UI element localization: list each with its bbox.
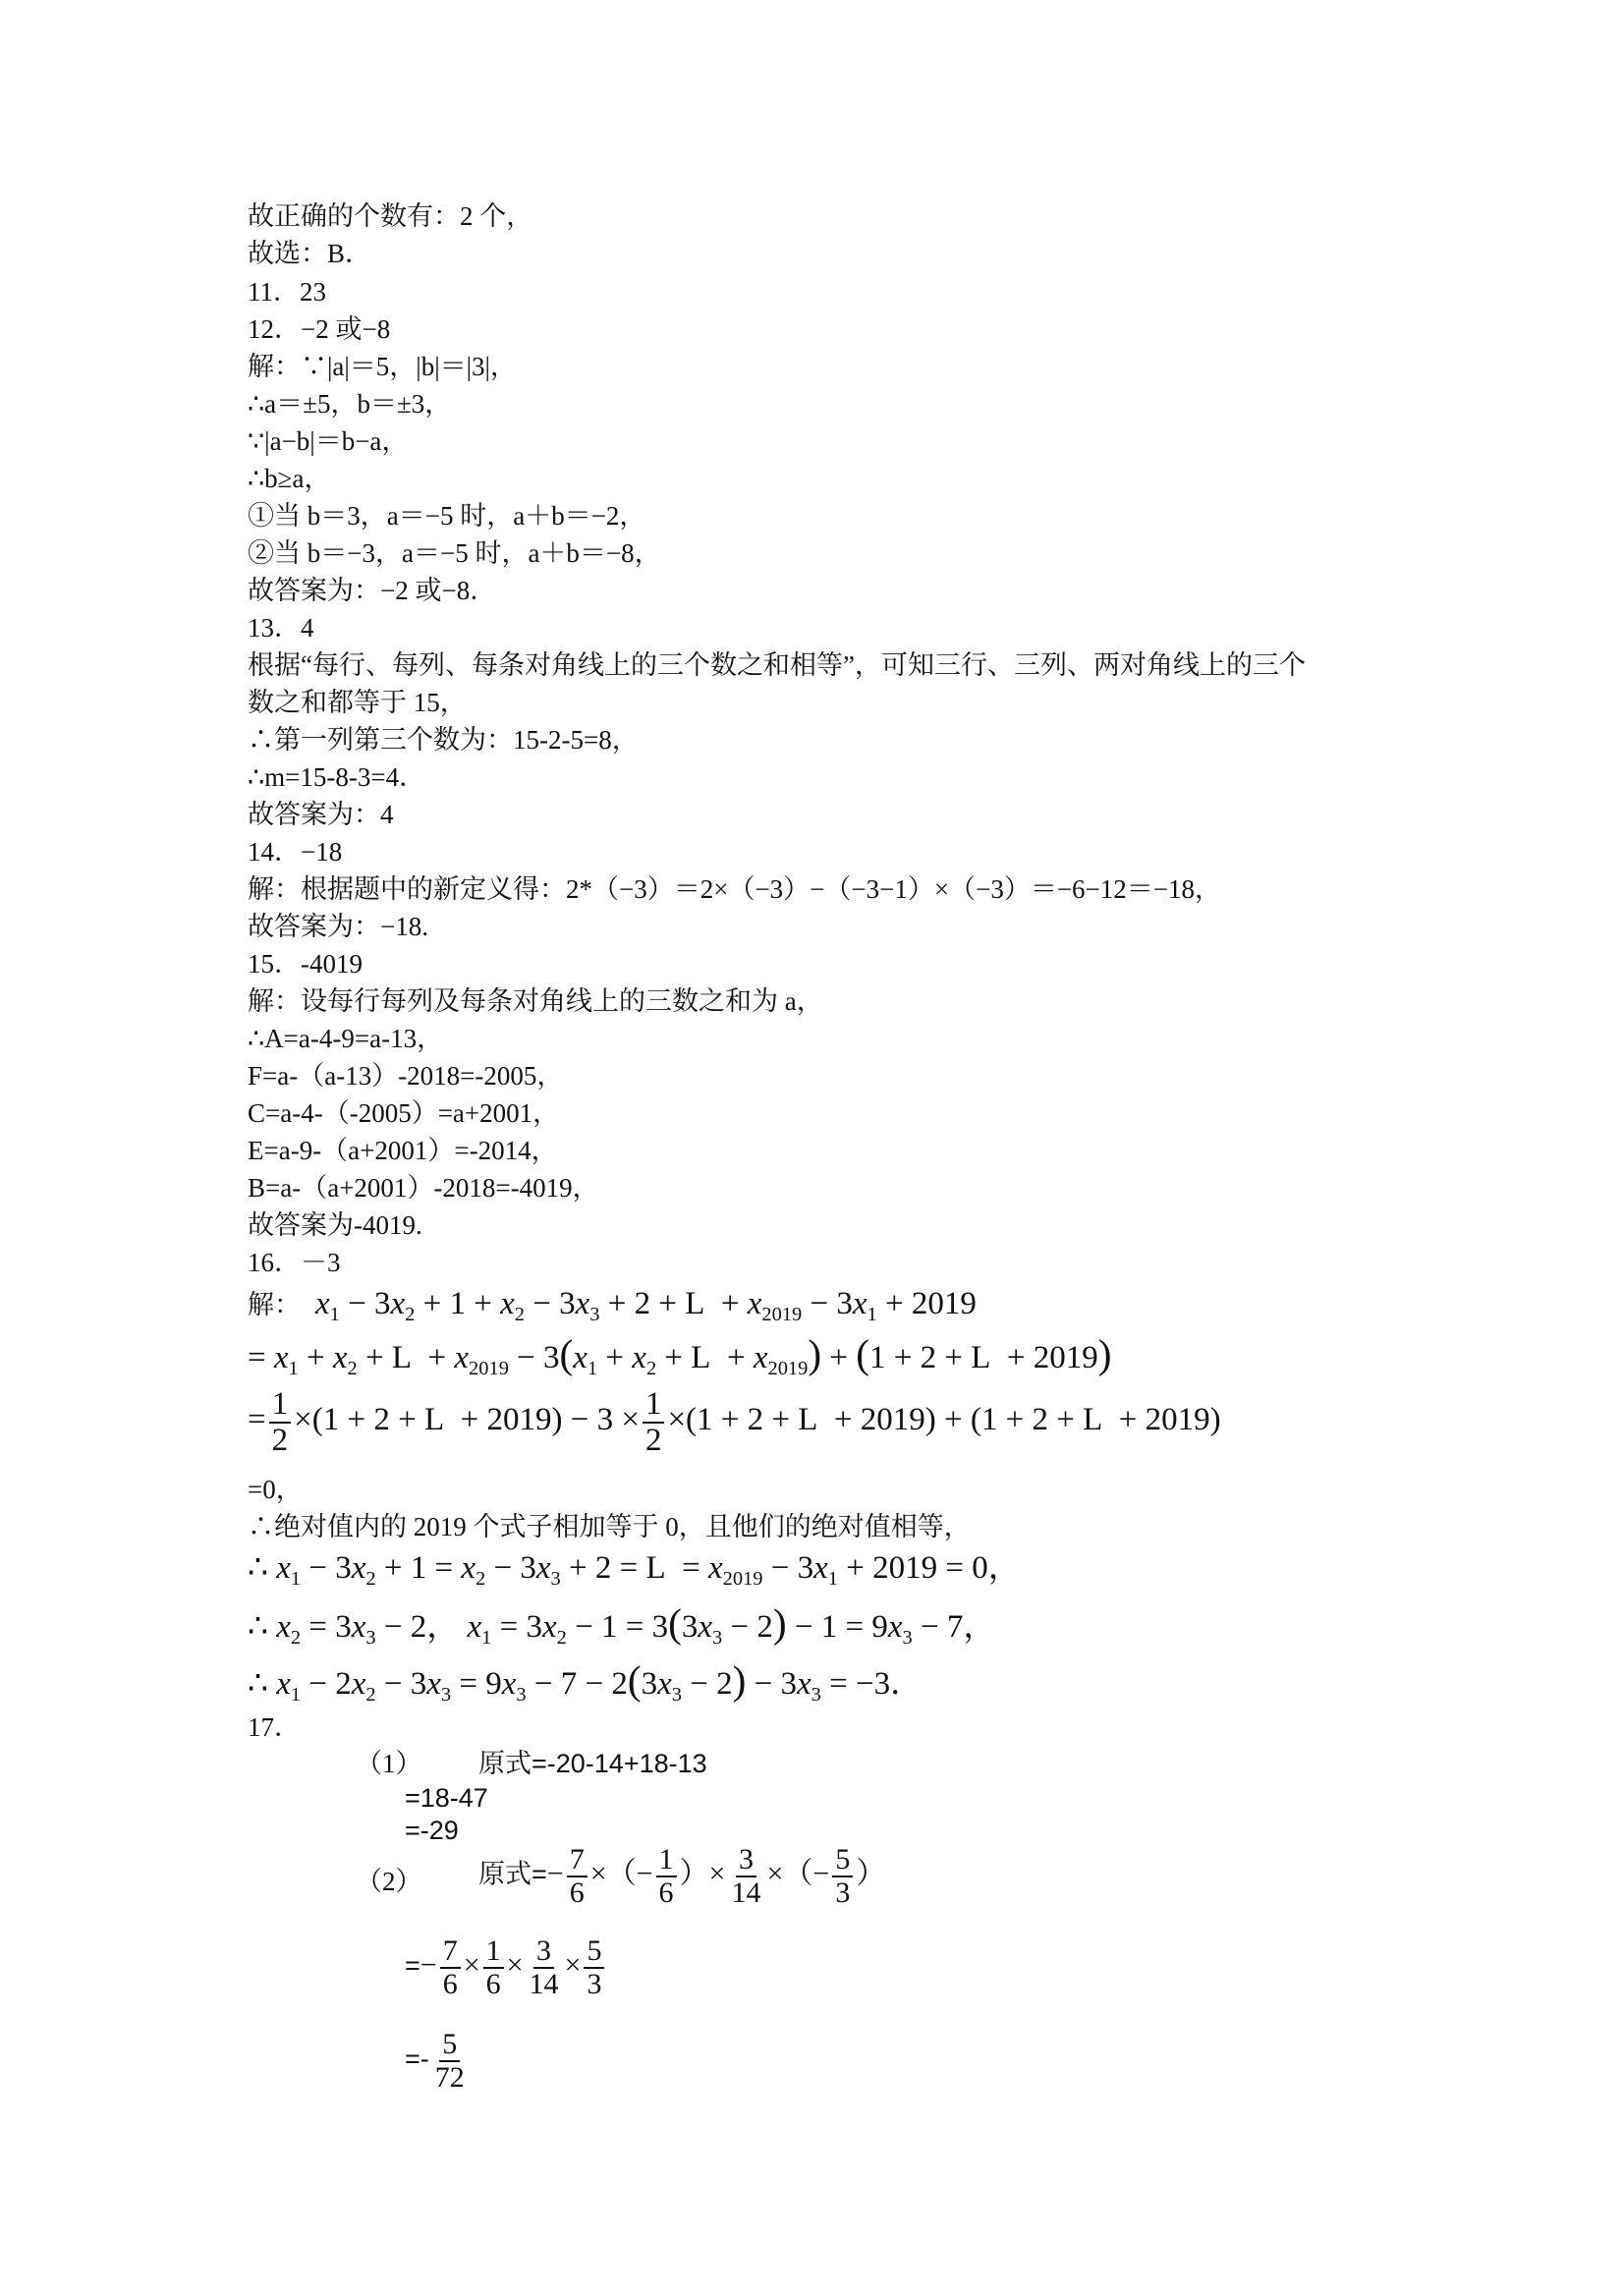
answer-15: 15．-4019: [248, 949, 363, 979]
text-line: E=a-9-（a+2001）=-2014，: [248, 1136, 558, 1165]
text-line: ∴A=a-4-9=a-13，: [248, 1024, 444, 1053]
equation-line: [248, 1548, 1021, 1591]
equation-line: [248, 1284, 977, 1326]
text-line: ①当 b＝3，a＝−5 时，a＋b＝−2，: [248, 501, 646, 531]
result-fraction: $\frac{5}{72}$: [434, 2028, 465, 2094]
equation-line: [248, 1600, 996, 1650]
text-line: ②当 b＝−3，a＝−5 时，a＋b＝−8，: [248, 538, 661, 568]
text-line: 故正确的个数有：2 个，: [248, 201, 533, 231]
part-label: （2）: [356, 1867, 422, 1896]
part-label: （1）: [356, 1749, 422, 1778]
math-expression: ∴ $x_1 - 2x_2 - 3x_3 = 9x_3 - 7 - 2(3x_3 - 2) - 3x_3 = -3$．: [248, 1657, 923, 1707]
calc-line: 原式=-20-14+18-13: [478, 1749, 707, 1778]
fraction: $\frac{3}{14}$: [731, 1843, 761, 1909]
calc-line: =18-47: [405, 1783, 488, 1813]
fraction-expression: =- $\frac{5}{72}$: [405, 2029, 471, 2093]
math-expression: ∴ $x_2 = 3x_3 - 2$， $x_1 = 3x_2 - 1 = 3(3x_3 - 2) - 1 = 9x_3 - 7$，: [248, 1600, 996, 1650]
fraction-half: $\frac{1}{2}$: [643, 1387, 665, 1457]
answer-14: 14．−18: [248, 837, 343, 867]
fraction: $\frac{5}{3}$: [584, 1935, 604, 1999]
text-line: 故答案为：4: [248, 800, 394, 829]
text-line: =0，: [248, 1475, 303, 1504]
answer-11: 11．23: [248, 277, 326, 307]
fraction: $\frac{1}{6}$: [483, 1935, 504, 1999]
equation-line: [248, 1657, 923, 1707]
text-line: ∴a＝±5，b＝±3，: [248, 389, 452, 419]
text-line: C=a-4-（-2005）=a+2001，: [248, 1098, 560, 1128]
solution-label: 解：: [248, 1290, 301, 1319]
text-line: 故答案为：−2 或−8．: [248, 576, 497, 605]
text-line: ∴绝对值内的 2019 个式子相加等于 0，且他们的绝对值相等，: [248, 1512, 971, 1541]
fraction: $\frac{1}{6}$: [656, 1844, 677, 1908]
answer-16: 16．－3: [248, 1248, 341, 1277]
answer-17: 17．: [248, 1712, 301, 1742]
fraction-expression: 原式=− $\frac{7}{6}$ ×（− $\frac{1}{6}$ ）× $\frac{3}{14}$ ×（− $\frac{5}{3}$ ）: [478, 1843, 886, 1909]
fraction-expression: =− $\frac{7}{6}$ × $\frac{1}{6}$ × $\frac{3}{14}$ × $\frac{5}{3}$: [405, 1935, 607, 1999]
fraction: $\frac{7}{6}$: [567, 1844, 588, 1908]
text-line: ∴b≥a，: [248, 464, 331, 493]
text-line: 故答案为-4019.: [248, 1210, 422, 1240]
equation-line: [248, 1331, 1112, 1380]
math-expression: = $\frac{1}{2}$ ×(1 + 2 + L + 2019) − 3 × $\frac{1}{2}$ ×(1 + 2 + L + 2019) + (1 + 2 + L + 2019): [248, 1386, 1221, 1458]
text-line: 解：设每行每列及每条对角线上的三数之和为 a，: [248, 986, 823, 1016]
equation-line: [248, 1387, 1221, 1457]
text-line: ∵|a−b|＝b−a，: [248, 426, 409, 456]
text-line: 数之和都等于 15，: [248, 688, 467, 717]
text-line: 根据“每行、每列、每条对角线上的三个数之和相等”，可知三行、三列、两对角线上的三个: [248, 650, 1306, 680]
text-line: ∴m=15-8-3=4．: [248, 762, 426, 792]
answer-12: 12．−2 或−8: [248, 314, 391, 344]
fraction: $\frac{5}{3}$: [832, 1844, 853, 1908]
text-line: B=a-（a+2001）-2018=-4019，: [248, 1173, 599, 1203]
fraction: $\frac{7}{6}$: [440, 1935, 461, 1999]
text-line: ∴第一列第三个数为：15-2-5=8，: [248, 725, 639, 755]
fraction: $\frac{3}{14}$: [529, 1934, 559, 2000]
text-line: 故选：B．: [248, 239, 372, 268]
math-expression: ∴ $x_1 - 3x_2 + 1 = x_2 - 3x_3 + 2 = L = x_{2019} - 3x_1 + 2019 = 0$，: [248, 1550, 1021, 1591]
text-line: F=a-（a-13）-2018=-2005，: [248, 1061, 564, 1091]
fraction-half: $\frac{1}{2}$: [269, 1387, 292, 1457]
text-line: 解：∵|a|＝5，|b|＝|3|，: [248, 352, 517, 381]
text-line: 解：根据题中的新定义得：2*（−3）＝2×（−3）−（−3−1）×（−3）＝−6−12＝−18，: [248, 874, 1221, 904]
math-expression: $x_1 - 3x_2 + 1 + x_2 - 3x_3 + 2 + L + x_{2019} - 3x_1 + 2019$: [315, 1286, 977, 1326]
text-line: 故答案为：−18.: [248, 912, 428, 941]
calc-line: =-29: [405, 1816, 459, 1845]
math-expression: = $x_1 + x_2 + L + x_{2019} - 3(x_1 + x_2 + L + x_{2019}) + (1 + 2 + L + 2019)$: [248, 1331, 1112, 1380]
answer-13: 13．4: [248, 613, 314, 643]
